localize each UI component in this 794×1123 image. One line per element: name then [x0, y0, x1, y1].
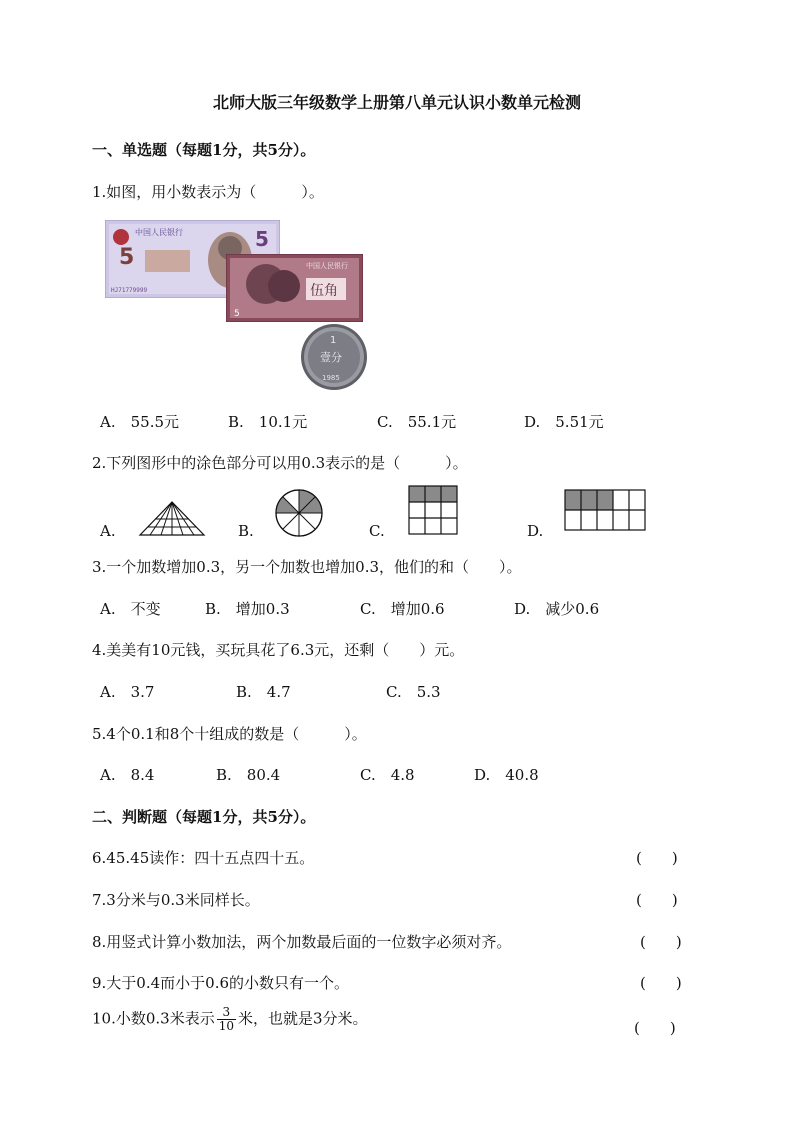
question-2-text: 2.下列图形中的涂色部分可以用0.3表示的是（ ）。 [92, 454, 468, 472]
q5-option-a[interactable]: A. 8.4 [100, 766, 155, 784]
q3-option-c[interactable]: C. 增加0.6 [360, 600, 445, 618]
q1-option-d[interactable]: D. 5.51元 [524, 413, 604, 431]
question-9-text: 9.大于0.4而小于0.6的小数只有一个。 [92, 974, 350, 992]
question-8-answer-blank[interactable]: ( ) [640, 933, 682, 951]
coin-value-text: 壹分 [320, 351, 342, 364]
q4-option-c[interactable]: C. 5.3 [386, 683, 441, 701]
q3-option-d[interactable]: D. 减少0.6 [514, 600, 600, 618]
page-title: 北师大版三年级数学上册第八单元认识小数单元检测 [212, 93, 581, 112]
banknote-digit: 5 [119, 245, 135, 270]
q2-option-d[interactable]: D. [527, 522, 544, 540]
jiao-value-text: 伍角 [310, 283, 338, 299]
question-7-text: 7.3分米与0.3米同样长。 [92, 891, 260, 909]
q1-option-c[interactable]: C. 55.1元 [377, 413, 457, 431]
q5-option-d[interactable]: D. 40.8 [474, 766, 539, 784]
grid-3x3-figure [408, 485, 460, 537]
one-fen-coin-image [300, 323, 368, 391]
q5-option-b[interactable]: B. 80.4 [216, 766, 281, 784]
q1-option-b[interactable]: B. 10.1元 [228, 413, 308, 431]
section-heading-true-false: 二、判断题（每题1分，共5分）。 [92, 808, 316, 826]
question-10-suffix: 米，也就是3分米。 [238, 1009, 368, 1028]
question-6-answer-blank[interactable]: ( ) [636, 849, 678, 867]
question-4-text: 4.美美有10元钱，买玩具花了6.3元，还剩（ ）元。 [92, 641, 465, 659]
question-10-answer-blank[interactable]: ( ) [634, 1019, 676, 1037]
q1-option-a[interactable]: A. 55.5元 [100, 413, 179, 431]
question-10-text [92, 1006, 368, 1033]
question-10-prefix: 10.小数0.3米表示 [92, 1009, 215, 1028]
emblem-icon [113, 229, 129, 245]
fraction-three-tenths [217, 1006, 236, 1033]
q5-option-c[interactable]: C. 4.8 [360, 766, 415, 784]
five-jiao-banknote-image [226, 254, 363, 322]
fraction-denominator: 10 [218, 1019, 234, 1033]
coin-year: 1985 [322, 374, 340, 382]
question-5-text: 5.4个0.1和8个十组成的数是（ ）。 [92, 725, 367, 743]
section-heading-single-choice: 一、单选题（每题1分，共5分）。 [92, 141, 316, 159]
q4-option-b[interactable]: B. 4.7 [236, 683, 291, 701]
question-6-text: 6.45.45读作：四十五点四十五。 [92, 849, 315, 867]
question-1-text: 1.如图，用小数表示为（ ）。 [92, 183, 324, 201]
q2-option-c[interactable]: C. [369, 522, 385, 540]
triangle-figure [138, 500, 206, 538]
question-7-answer-blank[interactable]: ( ) [636, 891, 678, 909]
jiao-corner-digit: 5 [234, 309, 240, 319]
coin-digit: 1 [330, 335, 337, 346]
circle-figure [274, 488, 324, 538]
q4-option-a[interactable]: A. 3.7 [100, 683, 155, 701]
q2-option-a[interactable]: A. [100, 522, 116, 540]
question-9-answer-blank[interactable]: ( ) [640, 974, 682, 992]
jiao-bank-name: 中国人民银行 [306, 262, 348, 270]
q2-option-b[interactable]: B. [238, 522, 254, 540]
banknote-corner-digit: 5 [255, 227, 269, 251]
q3-option-a[interactable]: A. 不变 [100, 600, 161, 618]
fraction-numerator: 3 [217, 1006, 236, 1020]
banknote-bank-name: 中国人民银行 [135, 228, 183, 237]
question-8-text: 8.用竖式计算小数加法，两个加数最后面的一位数字必须对齐。 [92, 933, 512, 951]
q3-option-b[interactable]: B. 增加0.3 [205, 600, 290, 618]
question-3-text: 3.一个加数增加0.3，另一个加数也增加0.3，他们的和（ ）。 [92, 558, 522, 576]
banknote-serial: HJ71779999 [111, 287, 148, 294]
grid-2x5-figure [564, 489, 648, 533]
